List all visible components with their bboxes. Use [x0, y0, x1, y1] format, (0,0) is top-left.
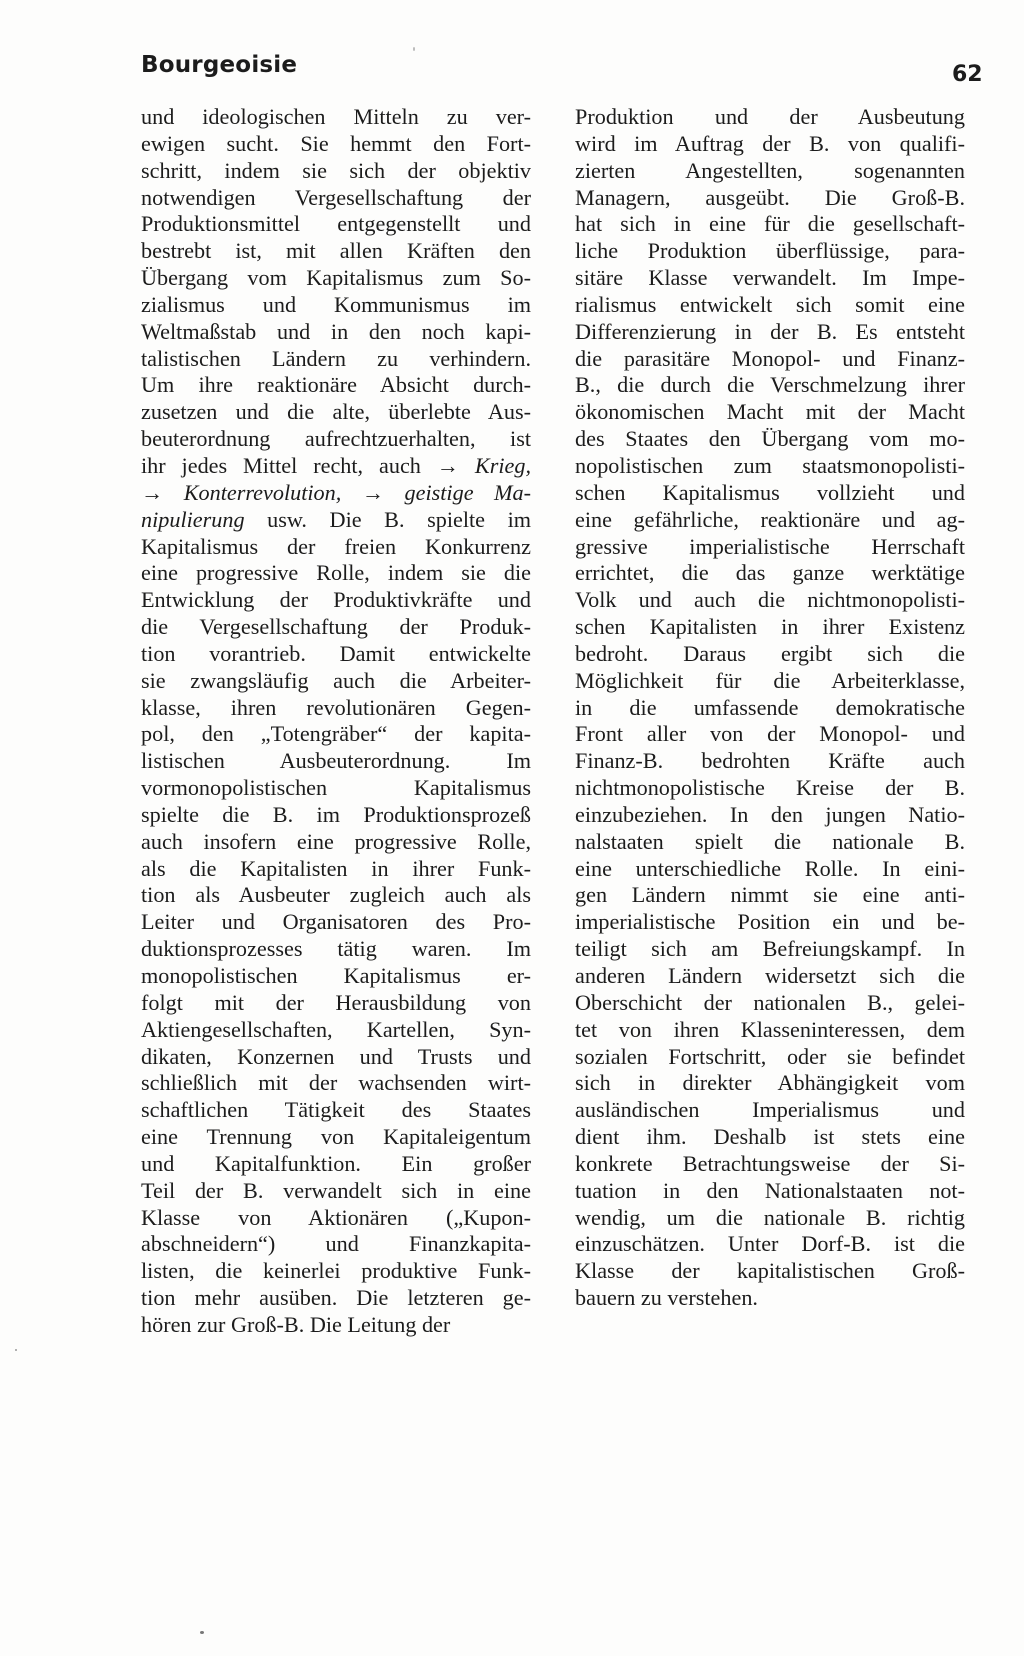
- page-number: 62: [952, 62, 983, 87]
- paper-speck: [200, 1631, 204, 1634]
- text-line: Volk und auch die nichtmonopolisti-: [575, 587, 965, 613]
- text-line: sie zwangsläufig auch die Arbeiter-: [141, 667, 531, 693]
- cross-reference-krieg[interactable]: Krieg,: [474, 452, 532, 478]
- text-line: spielte die B. im Produktionsprozeß: [141, 801, 531, 827]
- text-line: tet von ihren Klasseninteressen, dem: [575, 1016, 965, 1042]
- text-line: die Vergesellschaftung der Produk-: [141, 614, 531, 640]
- text-line: talistischen Ländern zu verhindern.: [141, 345, 531, 371]
- paper-speck: [413, 47, 415, 51]
- text-line: nichtmonopolistische Kreise der B.: [575, 775, 965, 801]
- text-line: gen Ländern nimmt sie eine anti-: [575, 882, 965, 908]
- text-line: schließlich mit der wachsenden wirt-: [141, 1070, 531, 1096]
- text-line: Produktion und der Ausbeutung: [575, 104, 965, 129]
- text-line: sitäre Klasse verwandelt. Im Impe-: [575, 265, 965, 291]
- text-line: bedroht. Daraus ergibt sich die: [575, 640, 965, 666]
- cross-reference-geistige-manipulierung[interactable]: geistige Ma-: [404, 479, 532, 505]
- running-head: Bourgeoisie: [141, 52, 298, 78]
- text-line: liche Produktion überflüssige, para-: [575, 238, 965, 264]
- text-line: bauern zu verstehen.: [575, 1285, 758, 1311]
- text-line: gressive imperialistische Herrschaft: [575, 533, 965, 559]
- text-line: schritt, indem sie sich der objektiv: [141, 157, 531, 183]
- text-line: zierten Angestellten, sogenannten: [575, 157, 965, 183]
- text-line: wendig, um die nationale B. richtig: [575, 1204, 965, 1230]
- text-line: listen, die keinerlei produktive Funk-: [141, 1258, 531, 1284]
- text-line: Produktionsmittel entgegenstellt und: [141, 211, 531, 237]
- text-line: ewigen sucht. Sie hemmt den Fort-: [141, 130, 531, 156]
- text-line: Oberschicht der nationalen B., gelei-: [575, 989, 965, 1015]
- text-line: Entwicklung der Produktivkräfte und: [141, 587, 531, 613]
- text-line: tuation in den Nationalstaaten not-: [575, 1177, 965, 1203]
- text-line: eine gefährliche, reaktionäre und ag-: [575, 506, 965, 532]
- text-line-mixed: [141, 480, 531, 507]
- paper-speck: [15, 1349, 17, 1351]
- text-line: folgt mit der Herausbildung von: [141, 989, 531, 1015]
- text-line: errichtet, die das ganze werktätige: [575, 560, 965, 586]
- text-line: in die umfassende demokratische: [575, 694, 965, 720]
- text-line: schen Kapitalisten in ihrer Existenz: [575, 614, 965, 640]
- text-line: Um ihre reaktionäre Absicht durch-: [141, 372, 531, 398]
- text-line: und ideologischen Mitteln zu ver-: [141, 104, 531, 129]
- text-line: Aktiengesellschaften, Kartellen, Syn-: [141, 1016, 531, 1042]
- text-line: ausländischen Imperialismus und: [575, 1097, 965, 1123]
- cross-reference-manipulierung-end[interactable]: nipulierung: [141, 506, 245, 532]
- text-line: eine Trennung von Kapitaleigentum: [141, 1124, 531, 1150]
- text-line: rialismus entwickelt sich somit eine: [575, 291, 965, 317]
- text-line: klasse, ihren revolutionären Gegen-: [141, 694, 531, 720]
- text-line: beuterordnung aufrechtzuerhalten, ist: [141, 426, 531, 452]
- text-line: Weltmaßstab und in den noch kapi-: [141, 318, 531, 344]
- cross-reference-konterrevolution[interactable]: Konterrevolution,: [183, 479, 342, 505]
- text-line: hören zur Groß-B. Die Leitung der: [141, 1311, 451, 1337]
- text-line: vormonopolistischen Kapitalismus: [141, 775, 531, 801]
- text-line: tion vorantrieb. Damit entwickelte: [141, 640, 531, 666]
- text-line: wird im Auftrag der B. von qualifi-: [575, 130, 965, 156]
- text-line: einzubeziehen. In den jungen Natio-: [575, 801, 965, 827]
- text-line: anderen Ländern widersetzt sich die: [575, 963, 965, 988]
- text-line: nopolistischen zum staatsmonopolisti-: [575, 452, 965, 478]
- text-line: Klasse von Aktionären („Kupon-: [141, 1204, 531, 1230]
- text-line: bestrebt ist, mit allen Kräften den: [141, 238, 531, 264]
- text-line: duktionsprozesses tätig waren. Im: [141, 936, 531, 962]
- text-line: imperialistische Position ein und be-: [575, 909, 965, 935]
- text-line: schaftlichen Tätigkeit des Staates: [141, 1097, 531, 1123]
- arrow-glyph: →: [361, 479, 384, 505]
- text-line: Klasse der kapitalistischen Groß-: [575, 1258, 965, 1284]
- text-line: notwendigen Vergesellschaftung der: [141, 184, 531, 210]
- text-line: des Staates den Übergang vom mo-: [575, 426, 965, 452]
- text-line: tion als Ausbeuter zugleich auch als: [141, 882, 531, 908]
- text-line: auch insofern eine progressive Rolle,: [141, 828, 531, 854]
- text-line: Kapitalismus der freien Konkurrenz: [141, 533, 531, 559]
- text-line: eine unterschiedliche Rolle. In eini-: [575, 855, 965, 881]
- text-line: sich in direkter Abhängigkeit vom: [575, 1070, 965, 1096]
- text-line: ökonomischen Macht mit der Macht: [575, 399, 965, 425]
- text-line: listischen Ausbeuterordnung. Im: [141, 748, 531, 774]
- text-line: teiligt sich am Befreiungskampf. In: [575, 936, 965, 962]
- text-line: und Kapitalfunktion. Ein großer: [141, 1150, 531, 1176]
- text-line-mixed: [141, 507, 531, 534]
- text-line: schen Kapitalismus vollzieht und: [575, 479, 965, 505]
- text-line: Front aller von der Monopol- und: [575, 721, 965, 747]
- text-line: zusetzen und die alte, überlebte Aus-: [141, 399, 531, 425]
- text-line: nalstaaten spielt die nationale B.: [575, 828, 965, 854]
- text-line: als die Kapitalisten in ihrer Funk-: [141, 855, 531, 881]
- arrow-glyph: →: [141, 479, 164, 505]
- text-line: Übergang vom Kapitalismus zum So-: [141, 265, 531, 291]
- text-line: dikaten, Konzernen und Trusts und: [141, 1043, 531, 1069]
- text-line: hat sich in eine für die gesellschaft-: [575, 211, 965, 237]
- text-line: Differenzierung in der B. Es entsteht: [575, 318, 965, 344]
- text-line: zialismus und Kommunismus im: [141, 291, 531, 317]
- text-line-mixed: [141, 453, 531, 480]
- right-text-column: [575, 104, 965, 1312]
- text-line: pol, den „Totengräber“ der kapita-: [141, 721, 531, 747]
- text-line: monopolistischen Kapitalismus er-: [141, 963, 531, 988]
- text-line: Leiter und Organisatoren des Pro-: [141, 909, 531, 935]
- text-line: B., die durch die Verschmelzung ihrer: [575, 372, 965, 398]
- text-line: die parasitäre Monopol- und Finanz-: [575, 345, 965, 371]
- text-fragment: usw. Die B. spielte im: [244, 506, 531, 532]
- text-line: eine progressive Rolle, indem sie die: [141, 560, 531, 586]
- text-line: Finanz-B. bedrohten Kräfte auch: [575, 748, 965, 774]
- text-line: Teil der B. verwandelt sich in eine: [141, 1177, 531, 1203]
- text-line: abschneidern“) und Finanzkapita-: [141, 1231, 531, 1257]
- text-line: dient ihm. Deshalb ist stets eine: [575, 1124, 965, 1150]
- text-line: sozialen Fortschritt, oder sie befindet: [575, 1043, 965, 1069]
- text-line: tion mehr ausüben. Die letzteren ge-: [141, 1285, 531, 1311]
- text-fragment: ihr jedes Mittel recht, auch →: [141, 452, 459, 478]
- text-line: Möglichkeit für die Arbeiterklasse,: [575, 667, 965, 693]
- text-line: Managern, ausgeübt. Die Groß-B.: [575, 184, 965, 210]
- text-line: einzuschätzen. Unter Dorf-B. ist die: [575, 1231, 965, 1257]
- left-text-column: [141, 104, 531, 1339]
- text-line: konkrete Betrachtungsweise der Si-: [575, 1150, 965, 1176]
